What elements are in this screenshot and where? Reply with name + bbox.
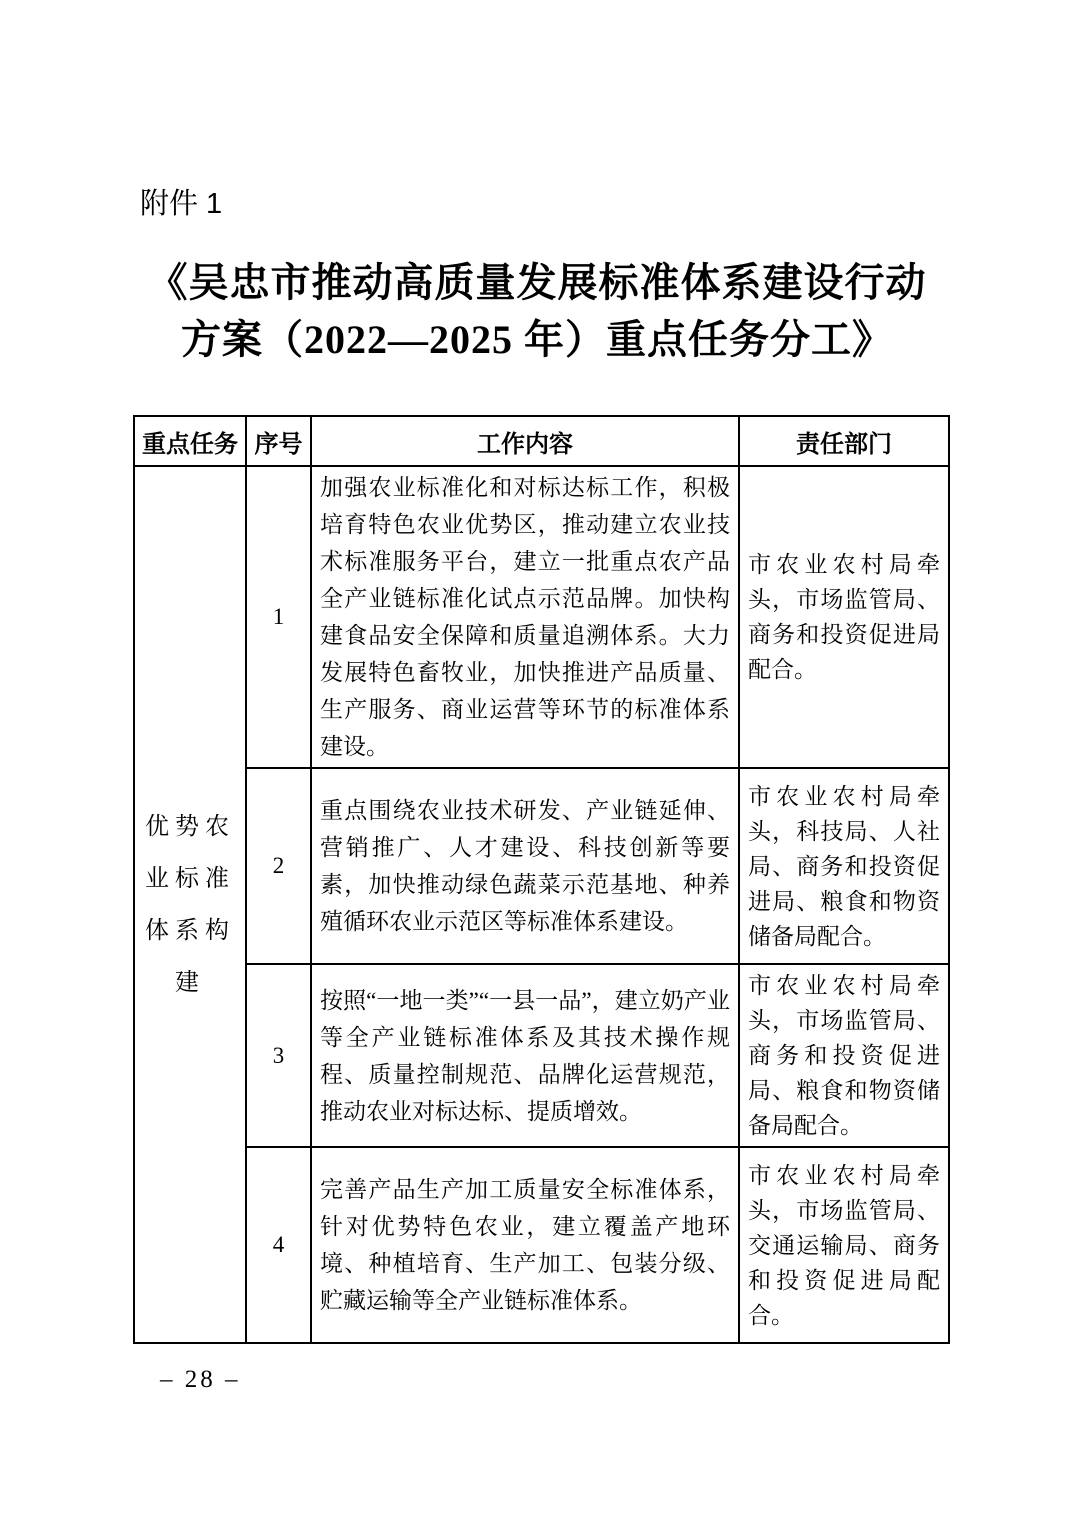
- task-assignment-table: [133, 415, 950, 1344]
- responsible-dept-cell: 市农业农村局牵头，市场监管局、交通运输局、商务和投资促进局配合。: [739, 1147, 949, 1343]
- seq-cell: 3: [246, 964, 311, 1147]
- column-header-dept: 责任部门: [739, 416, 949, 466]
- column-header-content: 工作内容: [311, 416, 739, 466]
- table-header-row: [134, 416, 949, 466]
- table-row: [134, 768, 949, 964]
- responsible-dept-cell: 市农业农村局牵头，科技局、人社局、商务和投资促进局、粮食和物资储备局配合。: [739, 768, 949, 964]
- seq-cell: 1: [246, 466, 311, 768]
- table-row: [134, 964, 949, 1147]
- document-title-line-1: 《吴忠市推动高质量发展标准体系建设行动: [147, 260, 927, 305]
- work-content-cell: 重点围绕农业技术研发、产业链延伸、营销推广、人才建设、科技创新等要素，加快推动绿色蔬菜示范基地、种养殖循环农业示范区等标准体系建设。: [311, 768, 739, 964]
- work-content-cell: 完善产品生产加工质量安全标准体系，针对优势特色农业，建立覆盖产地环境、种植培育、生产加工、包装分级、贮藏运输等全产业链标准体系。: [311, 1147, 739, 1343]
- table-row: [134, 466, 949, 768]
- responsible-dept-cell: 市农业农村局牵头，市场监管局、商务和投资促进局配合。: [739, 466, 949, 768]
- column-header-task: 重点任务: [134, 416, 246, 466]
- responsible-dept-cell: 市农业农村局牵头，市场监管局、商务和投资促进局、粮食和物资储备局配合。: [739, 964, 949, 1147]
- table-row: [134, 1147, 949, 1343]
- page-number: – 28 –: [160, 1366, 241, 1393]
- document-title-line-2: 方案（2022—2025 年）重点任务分工》: [181, 317, 893, 362]
- work-content-cell: 按照“一地一类”“一县一品”，建立奶产业等全产业链标准体系及其技术操作规程、质量控制规范、品牌化运营规范，推动农业对标达标、提质增效。: [311, 964, 739, 1147]
- task-group-cell: 优势农业标准体系构建: [134, 466, 246, 1343]
- seq-cell: 4: [246, 1147, 311, 1343]
- column-header-seq: 序号: [246, 416, 311, 466]
- work-content-cell: 加强农业标准化和对标达标工作，积极培育特色农业优势区，推动建立农业技术标准服务平台，建立一批重点农产品全产业链标准化试点示范品牌。加快构建食品安全保障和质量追溯体系。大力发展特色畜牧业，加快推进产品质量、生产服务、商业运营等环节的标准体系建设。: [311, 466, 739, 768]
- attachment-label: 附件 1: [140, 188, 223, 220]
- seq-cell: 2: [246, 768, 311, 964]
- document-title: [0, 254, 1074, 368]
